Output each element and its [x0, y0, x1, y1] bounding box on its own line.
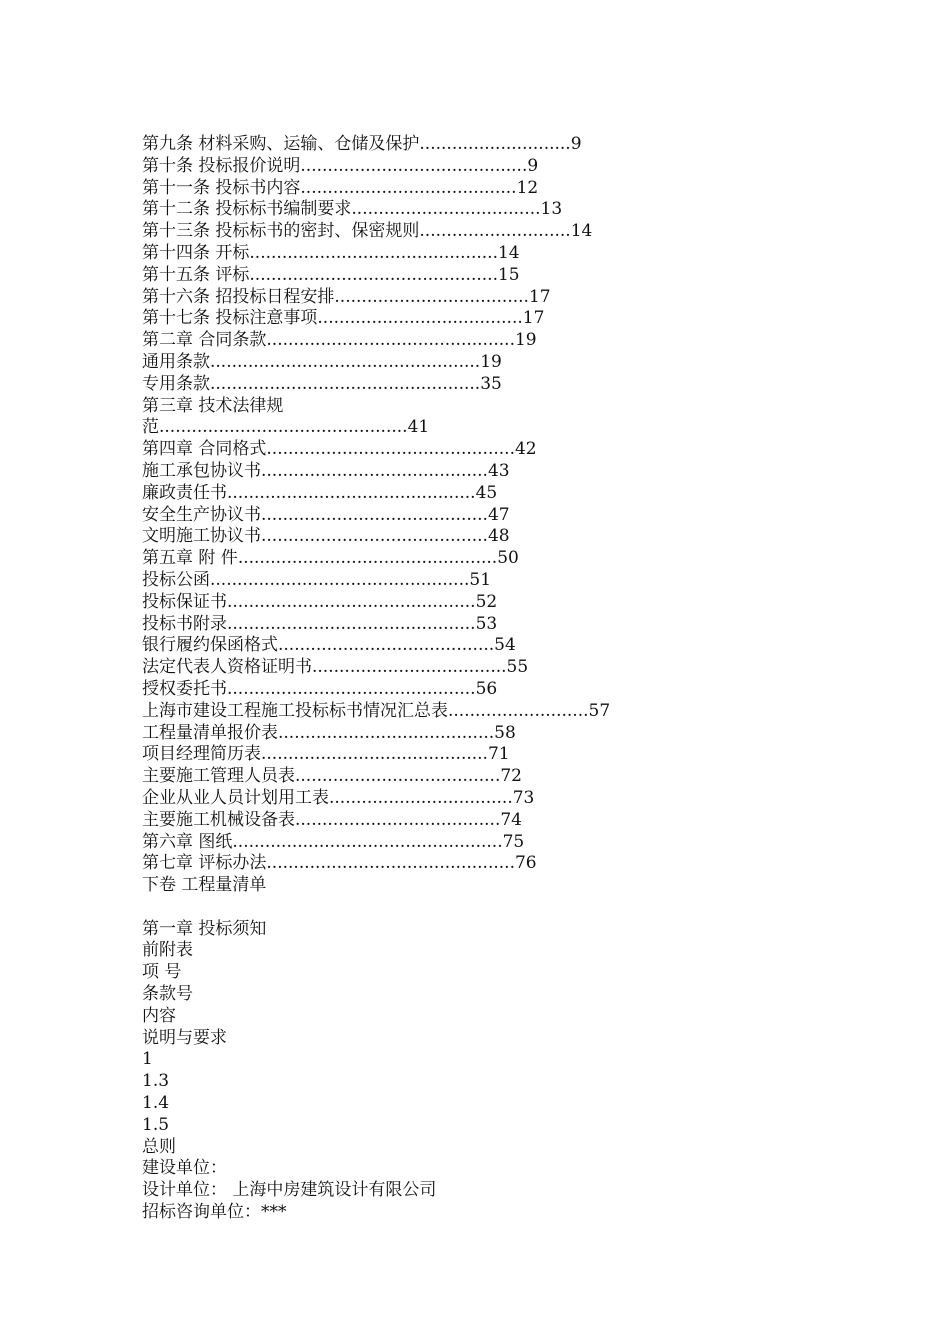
toc-entry — [142, 374, 822, 396]
document-page — [142, 134, 822, 1224]
toc-entry-title: 法定代表人资格证明书 — [142, 657, 312, 678]
toc-entry — [142, 614, 822, 636]
toc-entry-leader: ...................................... — [295, 766, 501, 787]
toc-entry-title: 文明施工协议书 — [142, 526, 261, 547]
toc-entry-title: 范 — [142, 417, 159, 438]
toc-entry-page: 71 — [487, 744, 510, 765]
body-line: 前附表 — [142, 940, 193, 961]
document-body — [142, 919, 822, 1224]
toc-entry-page: 17 — [528, 286, 551, 307]
toc-entry-page: 51 — [469, 569, 492, 590]
toc-entry-leader: .......................... — [448, 700, 589, 721]
body-line: 建设单位： — [142, 1158, 227, 1179]
toc-entry-page: 19 — [514, 330, 537, 351]
body-line: 1.5 — [142, 1114, 170, 1135]
toc-entry — [142, 723, 822, 745]
toc-entry-page: 14 — [497, 242, 520, 263]
toc-entry — [142, 744, 822, 766]
toc-entry — [142, 657, 822, 679]
toc-entry-leader: .............................................. — [227, 482, 476, 503]
toc-entry-page: 56 — [475, 678, 498, 699]
toc-entry-leader: ...................................... — [317, 308, 523, 329]
toc-entry-title: 投标书附录 — [142, 613, 227, 634]
toc-entry-title: 第十七条 投标注意事项 — [142, 308, 318, 329]
body-line: 第一章 投标须知 — [142, 918, 267, 939]
toc-entry-leader: ............................ — [419, 221, 571, 242]
body-line: 1 — [142, 1049, 153, 1070]
toc-entry-page: 74 — [500, 809, 522, 830]
toc-entry-leader: .......................................... — [261, 504, 488, 525]
toc-entry — [142, 548, 822, 570]
toc-entry — [142, 178, 822, 200]
toc-entry-page: 76 — [514, 853, 537, 874]
toc-entry-page: 47 — [487, 504, 510, 525]
toc-entry — [142, 352, 822, 374]
toc-entry — [142, 853, 822, 875]
toc-entry-title: 施工承包协议书 — [142, 460, 261, 481]
toc-entry — [142, 875, 822, 897]
toc-entry-page: 9 — [570, 134, 582, 154]
toc-entry-leader: .................................... — [334, 286, 529, 307]
toc-entry-title: 第四章 合同格式 — [142, 439, 267, 460]
toc-entry-title: 投标公函 — [142, 569, 210, 590]
toc-entry-page: 15 — [497, 264, 520, 285]
toc-entry-title: 企业从业人员计划用工表 — [142, 787, 329, 808]
toc-entry — [142, 308, 822, 330]
toc-entry — [142, 788, 822, 810]
toc-entry-title: 第九条 材料采购、运输、仓储及保护 — [142, 134, 420, 154]
toc-entry-page: 14 — [570, 221, 593, 242]
toc-entry-title: 通用条款 — [142, 351, 210, 372]
toc-entry-leader: ........................................ — [278, 635, 495, 656]
toc-entry-page: 48 — [487, 526, 510, 547]
toc-entry-page: 43 — [487, 460, 510, 481]
toc-entry — [142, 221, 822, 243]
toc-entry-leader: .................................... — [312, 657, 507, 678]
body-line: 1.3 — [142, 1071, 170, 1092]
toc-entry-page: 54 — [494, 635, 516, 656]
toc-entry — [142, 832, 822, 854]
toc-entry-title: 工程量清单报价表 — [142, 722, 278, 743]
body-line: 条款号 — [142, 984, 193, 1005]
toc-entry-leader: ........................................ — [300, 177, 517, 198]
toc-entry-title: 第六章 图纸 — [142, 831, 233, 852]
toc-entry-title: 银行履约保函格式 — [142, 635, 278, 656]
toc-entry-page: 12 — [516, 177, 539, 198]
toc-entry-title: 第三章 技术法律规 — [142, 395, 284, 416]
toc-entry-title: 廉政责任书 — [142, 482, 227, 503]
toc-entry — [142, 592, 822, 614]
toc-entry-leader: ................................................ — [210, 569, 470, 590]
toc-entry-page: 19 — [480, 351, 502, 372]
toc-entry-title: 专用条款 — [142, 373, 210, 394]
toc-entry-leader: .............................................. — [227, 613, 476, 634]
toc-entry-page: 55 — [506, 657, 529, 678]
toc-entry-leader: .................................................. — [232, 831, 503, 852]
toc-entry-page: 9 — [527, 155, 539, 176]
toc-entry-page: 52 — [475, 591, 498, 612]
toc-entry-title: 第七章 评标办法 — [142, 853, 267, 874]
toc-entry-leader: .............................................. — [227, 591, 476, 612]
toc-entry-title: 上海市建设工程施工投标标书情况汇总表 — [142, 700, 448, 721]
toc-entry — [142, 461, 822, 483]
toc-entry-title: 投标保证书 — [142, 591, 227, 612]
toc-entry-title: 下卷 工程量清单 — [142, 875, 267, 896]
toc-entry-page: 75 — [502, 831, 525, 852]
toc-entry — [142, 505, 822, 527]
body-line: 招标咨询单位：*** — [142, 1202, 287, 1223]
toc-entry-title: 第十二条 投标标书编制要求 — [142, 199, 352, 220]
toc-entry — [142, 439, 822, 461]
toc-entry-leader: .......................................... — [261, 526, 488, 547]
toc-entry-leader: .............................................. — [249, 264, 498, 285]
toc-entry-page: 73 — [512, 787, 535, 808]
toc-entry-page: 57 — [588, 700, 611, 721]
toc-entry-leader: ................................... — [351, 199, 541, 220]
toc-entry — [142, 156, 822, 178]
toc-entry — [142, 330, 822, 352]
toc-entry-title: 第二章 合同条款 — [142, 330, 267, 351]
body-line: 项 号 — [142, 962, 182, 983]
toc-entry-title: 第十五条 评标 — [142, 264, 250, 285]
toc-entry — [142, 679, 822, 701]
toc-entry — [142, 265, 822, 287]
toc-entry-title: 主要施工管理人员表 — [142, 766, 295, 787]
toc-entry-leader: .......................................... — [300, 155, 528, 176]
toc-entry-leader: .................................................. — [210, 373, 481, 394]
toc-entry-page: 42 — [514, 439, 537, 460]
toc-entry-page: 45 — [475, 482, 498, 503]
toc-entry-page: 13 — [540, 199, 563, 220]
toc-entry-title: 授权委托书 — [142, 678, 227, 699]
toc-entry-leader: ............................ — [419, 134, 571, 154]
toc-entry-leader: .............................................. — [227, 678, 476, 699]
toc-entry — [142, 701, 822, 723]
toc-entry-title: 主要施工机械设备表 — [142, 809, 295, 830]
table-of-contents — [142, 134, 822, 897]
toc-entry-page: 35 — [480, 373, 502, 394]
toc-entry — [142, 810, 822, 832]
toc-entry — [142, 134, 822, 156]
toc-entry-page: 72 — [500, 766, 522, 787]
toc-entry — [142, 396, 822, 418]
toc-entry-page: 58 — [494, 722, 516, 743]
toc-entry-leader: .................................................. — [210, 351, 481, 372]
toc-entry-title: 第十一条 投标书内容 — [142, 177, 301, 198]
toc-entry-page: 17 — [522, 308, 545, 329]
toc-entry — [142, 526, 822, 548]
toc-entry — [142, 287, 822, 309]
toc-entry — [142, 199, 822, 221]
toc-entry-leader: .............................................. — [266, 439, 515, 460]
toc-entry-title: 第十六条 招投标日程安排 — [142, 286, 335, 307]
toc-entry — [142, 635, 822, 657]
toc-entry-leader: .............................................. — [249, 242, 498, 263]
toc-entry — [142, 570, 822, 592]
toc-entry-leader: .............................................. — [266, 853, 515, 874]
spacer — [142, 897, 822, 919]
toc-entry-leader: .......................................... — [261, 460, 488, 481]
toc-entry-leader: .......................................... — [261, 744, 488, 765]
toc-entry-page: 53 — [475, 613, 498, 634]
body-line: 设计单位： 上海中房建筑设计有限公司 — [142, 1180, 437, 1201]
toc-entry-title: 第十条 投标报价说明 — [142, 155, 301, 176]
body-line: 总则 — [142, 1136, 176, 1157]
body-line: 说明与要求 — [142, 1027, 227, 1048]
toc-entry-leader: ........................................ — [278, 722, 495, 743]
toc-entry-title: 第十三条 投标标书的密封、保密规则 — [142, 221, 420, 242]
toc-entry-leader: ...................................... — [295, 809, 501, 830]
toc-entry-page: 41 — [407, 417, 430, 438]
toc-entry-leader: .................................. — [329, 787, 513, 808]
toc-entry-title: 第五章 附 件 — [142, 548, 238, 569]
body-line: 内容 — [142, 1005, 176, 1026]
toc-entry-title: 项目经理简历表 — [142, 744, 261, 765]
toc-entry — [142, 483, 822, 505]
toc-entry-leader: .............................................. — [159, 417, 408, 438]
toc-entry-title: 安全生产协议书 — [142, 504, 261, 525]
toc-entry — [142, 417, 822, 439]
body-line: 1.4 — [142, 1093, 170, 1114]
toc-entry — [142, 766, 822, 788]
toc-entry-page: 50 — [497, 548, 519, 569]
toc-entry-title: 第十四条 开标 — [142, 242, 250, 263]
toc-entry — [142, 243, 822, 265]
toc-entry-leader: .............................................. — [266, 330, 515, 351]
toc-entry-leader: ................................................ — [237, 548, 498, 569]
